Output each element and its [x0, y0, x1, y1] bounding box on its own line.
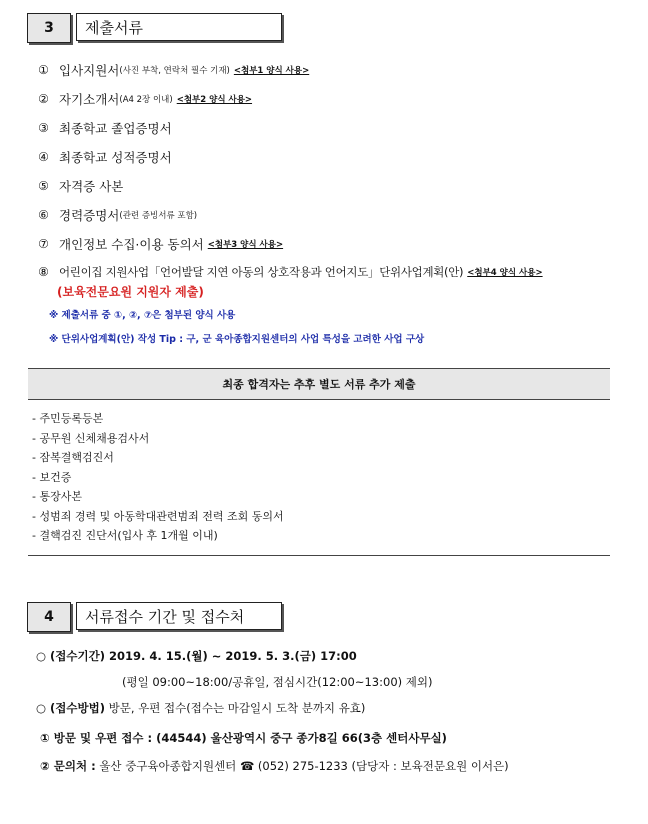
section-3-header: [27, 13, 282, 43]
section-number: 3: [27, 13, 71, 43]
address-row: [40, 730, 447, 746]
item-text: 자기소개서: [59, 92, 120, 107]
item-subtext: (보육전문요원 지원자 제출): [57, 285, 204, 299]
period-label: ○ (접수기간): [36, 649, 105, 663]
item-note: (관련 증빙서류 포함): [119, 211, 198, 221]
list-item: - 보건증: [32, 470, 72, 484]
item-note: (A4 2장 이내): [119, 95, 173, 105]
list-item: - 성범죄 경력 및 아동학대관련범죄 전력 조회 동의서: [32, 509, 284, 523]
attachment-label: <첨부2 양식 사용>: [176, 95, 253, 105]
item-text: 최종학교 성적증명서: [59, 150, 172, 165]
item-text: 어린이집 지원사업「언어발달 지연 아동의 상호작용과 언어지도」단위사업계획(안): [59, 265, 464, 279]
list-item: [36, 235, 283, 253]
final-docs-heading: 최종 합격자는 추후 별도 서류 추가 제출: [28, 368, 610, 400]
period-note: (평일 09:00~18:00/공휴일, 점심시간(12:00~13:00) 제외): [122, 675, 433, 689]
list-item: - 주민등록등본: [32, 412, 104, 425]
contact-row: [40, 758, 509, 774]
attachment-label: <첨부4 양식 사용>: [467, 268, 543, 278]
section-number: 4: [27, 602, 71, 632]
section-4-header: [27, 602, 282, 632]
item-marker: ⑦: [38, 237, 49, 251]
list-item: - 공무원 신체채용검사서: [32, 431, 150, 445]
note-line: ※ 제출서류 중 ①, ②, ⑦은 첨부된 양식 사용: [49, 310, 236, 321]
list-item: [36, 148, 172, 166]
list-item: - 통장사본: [32, 490, 82, 503]
contact-label: ② 문의처 :: [40, 759, 96, 773]
list-item: [36, 61, 309, 79]
item-marker: ④: [38, 150, 49, 164]
item-marker: ②: [38, 92, 49, 106]
list-item: [36, 206, 197, 224]
item-marker: ⑤: [38, 179, 49, 193]
address-value: (44544) 울산광역시 중구 종가8길 66(3층 센터사무실): [156, 731, 447, 745]
attachment-label: <첨부1 양식 사용>: [233, 66, 310, 76]
item-text: 입사지원서: [59, 63, 120, 78]
address-label: ① 방문 및 우편 접수 :: [40, 731, 153, 745]
item-text: 경력증명서: [59, 208, 120, 223]
period-value: 2019. 4. 15.(월) ~ 2019. 5. 3.(금) 17:00: [109, 649, 357, 663]
item-marker: ⑧: [38, 265, 49, 279]
method-row: [36, 700, 365, 716]
item-marker: ③: [38, 121, 49, 135]
list-item: - 잠복결핵검진서: [32, 451, 114, 464]
period-row: [36, 648, 357, 664]
divider: [28, 555, 610, 556]
note-line: ※ 단위사업계획(안) 작성 Tip : 구, 군 육아종합지원센터의 사업 특성을 고려한 사업 구상: [49, 334, 425, 345]
list-item: [36, 90, 252, 108]
section-title: 서류접수 기간 및 접수처: [76, 602, 282, 630]
item-marker: ⑥: [38, 208, 49, 222]
list-item: [36, 177, 123, 195]
final-docs-list: [32, 409, 284, 546]
item-text: 최종학교 졸업증명서: [59, 121, 172, 136]
item-note: (사진 부착, 연락처 필수 기재): [119, 66, 230, 76]
list-item: [36, 119, 172, 137]
method-value: 방문, 우편 접수(접수는 마감일시 도착 분까지 유효): [108, 701, 366, 715]
item-marker: ①: [38, 63, 49, 77]
contact-value: 울산 중구육아종합지원센터 ☎ (052) 275-1233 (담당자 : 보육전문요원 이서은): [99, 759, 509, 773]
list-item: [36, 264, 543, 280]
list-item: - 결핵검진 진단서(입사 후 1개월 이내): [32, 529, 218, 542]
item-text: 개인정보 수집·이용 동의서: [59, 237, 204, 252]
attachment-label: <첨부3 양식 사용>: [207, 240, 284, 250]
method-label: ○ (접수방법): [36, 701, 105, 715]
section-title: 제출서류: [76, 13, 282, 41]
item-text: 자격증 사본: [59, 179, 124, 194]
